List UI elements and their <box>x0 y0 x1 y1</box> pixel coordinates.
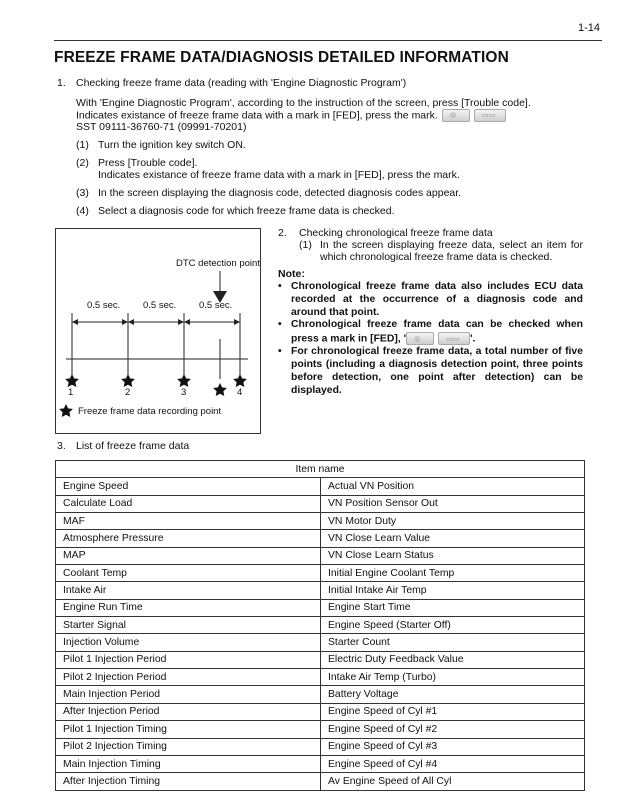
table-cell-left: Pilot 1 Injection Timing <box>56 721 321 738</box>
table-cell-right: Engine Speed of Cyl #1 <box>321 703 585 720</box>
point-label-2: 2 <box>125 387 131 398</box>
table-cell-left: Pilot 2 Injection Timing <box>56 738 321 755</box>
table-cell-left: After Injection Period <box>56 703 321 720</box>
table-cell-left: MAP <box>56 547 321 564</box>
note-item-2 <box>278 319 583 346</box>
section2-step-line1: In the screen displaying freeze data, select an item for <box>320 239 583 251</box>
section1-heading: Checking freeze frame data (reading with 'Engine Diagnostic Program') <box>76 77 407 89</box>
step2-num: (2) <box>76 157 89 169</box>
page-title: FREEZE FRAME DATA/DIAGNOSIS DETAILED INFORMATION <box>54 49 509 66</box>
table-cell-right: Battery Voltage <box>321 686 585 703</box>
step2-text2: Indicates existance of freeze frame data with a mark in [FED], press the mark. <box>98 169 460 181</box>
note-item-1: • Chronological freeze frame data also includes ECU data recorded at the occurrence of a diagnosis code and around that point. <box>278 281 583 319</box>
fed-mark-icon: ◎ <box>442 109 470 122</box>
table-row <box>56 547 585 564</box>
table-cell-right: Initial Engine Coolant Temp <box>321 565 585 582</box>
note-item-3: • For chronological freeze frame data, a total number of five points (including a diagnosis detection point, three points before detection, one point after detection) can be displayed. <box>278 346 583 397</box>
table-cell-right: Initial Intake Air Temp <box>321 582 585 599</box>
section1-number: 1. <box>57 77 66 89</box>
fed-chronological-icon: ▭▭ <box>474 109 506 122</box>
section2-heading: Checking chronological freeze frame data <box>299 227 493 239</box>
table-cell-right: Av Engine Speed of All Cyl <box>321 773 585 790</box>
point-label-4: 4 <box>237 387 243 398</box>
header-rule <box>54 40 602 41</box>
table-cell-left: Intake Air <box>56 582 321 599</box>
table-body <box>56 478 585 790</box>
table-row <box>56 582 585 599</box>
freeze-frame-data-table <box>55 460 585 791</box>
table-row <box>56 669 585 686</box>
table-cell-right: Engine Speed of Cyl #4 <box>321 755 585 772</box>
section1-para-line2-text: Indicates existance of freeze frame data with a mark in [FED], press the mark. <box>76 109 438 122</box>
table-cell-right: Electric Duty Feedback Value <box>321 651 585 668</box>
table-cell-left: Engine Run Time <box>56 599 321 616</box>
step1-num: (1) <box>76 139 89 151</box>
legend-label: Freeze frame data recording point <box>78 406 222 417</box>
table-row <box>56 721 585 738</box>
section2-step-line2: which chronological freeze frame data is checked. <box>320 251 553 263</box>
point-label-1: 1 <box>68 387 74 398</box>
table-row <box>56 773 585 790</box>
table-row <box>56 513 585 530</box>
point-label-3: 3 <box>181 387 187 398</box>
dtc-detection-label: DTC detection point <box>176 258 260 269</box>
table-cell-right: Engine Speed of Cyl #2 <box>321 721 585 738</box>
table-row <box>56 634 585 651</box>
step3-num: (3) <box>76 187 89 199</box>
table-cell-left: Starter Signal <box>56 617 321 634</box>
section1-sst: SST 09111-36760-71 (09991-70201) <box>76 121 247 133</box>
table-cell-right: VN Close Learn Value <box>321 530 585 547</box>
table-row <box>56 530 585 547</box>
table-cell-right: Actual VN Position <box>321 478 585 495</box>
table-cell-right: Starter Count <box>321 634 585 651</box>
table-cell-left: Atmosphere Pressure <box>56 530 321 547</box>
table-cell-right: VN Motor Duty <box>321 513 585 530</box>
fed-chronological-icon-note: ▭▭ <box>438 332 470 345</box>
table-cell-left: Pilot 2 Injection Period <box>56 669 321 686</box>
table-cell-left: Injection Volume <box>56 634 321 651</box>
table-cell-left: Main Injection Timing <box>56 755 321 772</box>
step3-text: In the screen displaying the diagnosis code, detected diagnosis codes appear. <box>98 187 462 199</box>
note-item-2-text: Chronological freeze frame data can be checked when press a mark in [FED], ' <box>291 319 583 345</box>
interval-label-2: 0.5 sec. <box>143 300 177 311</box>
section1-para-line1: With 'Engine Diagnostic Program', according to the instruction of the screen, press [Trouble code]. <box>76 97 531 109</box>
table-cell-right: Engine Speed (Starter Off) <box>321 617 585 634</box>
table-row <box>56 738 585 755</box>
table-cell-left: Calculate Load <box>56 495 321 512</box>
table-row <box>56 495 585 512</box>
fed-mark-icon-note: ◎ <box>406 332 434 345</box>
table-cell-left: MAF <box>56 513 321 530</box>
step4-text: Select a diagnosis code for which freeze frame data is checked. <box>98 205 395 217</box>
note-label: Note: <box>278 268 305 280</box>
table-row <box>56 565 585 582</box>
section2-number: 2. <box>278 227 287 239</box>
table-row <box>56 755 585 772</box>
section3-heading: List of freeze frame data <box>76 440 190 452</box>
note-item-2-tail: '. <box>470 333 476 345</box>
step4-num: (4) <box>76 205 89 217</box>
freeze-frame-timing-diagram <box>55 228 261 434</box>
table-cell-left: Pilot 1 Injection Period <box>56 651 321 668</box>
table-cell-right: VN Close Learn Status <box>321 547 585 564</box>
section2-step-num: (1) <box>299 239 312 251</box>
step1-text: Turn the ignition key switch ON. <box>98 139 246 151</box>
table-row <box>56 703 585 720</box>
table-cell-left: Coolant Temp <box>56 565 321 582</box>
table-cell-right: Intake Air Temp (Turbo) <box>321 669 585 686</box>
note-block <box>278 268 583 397</box>
table-row <box>56 617 585 634</box>
page-number: 1-14 <box>577 22 600 34</box>
table-row <box>56 686 585 703</box>
table-cell-left: Engine Speed <box>56 478 321 495</box>
table-row <box>56 478 585 495</box>
interval-label-1: 0.5 sec. <box>87 300 121 311</box>
table-cell-right: Engine Start Time <box>321 599 585 616</box>
table-row <box>56 599 585 616</box>
table-cell-left: After Injection Timing <box>56 773 321 790</box>
table-header: Item name <box>56 461 585 478</box>
table-row <box>56 651 585 668</box>
step2-text: Press [Trouble code]. <box>98 157 198 169</box>
table-cell-right: Engine Speed of Cyl #3 <box>321 738 585 755</box>
table-cell-left: Main Injection Period <box>56 686 321 703</box>
section3-number: 3. <box>57 440 66 452</box>
interval-label-3: 0.5 sec. <box>199 300 233 311</box>
table-cell-right: VN Position Sensor Out <box>321 495 585 512</box>
